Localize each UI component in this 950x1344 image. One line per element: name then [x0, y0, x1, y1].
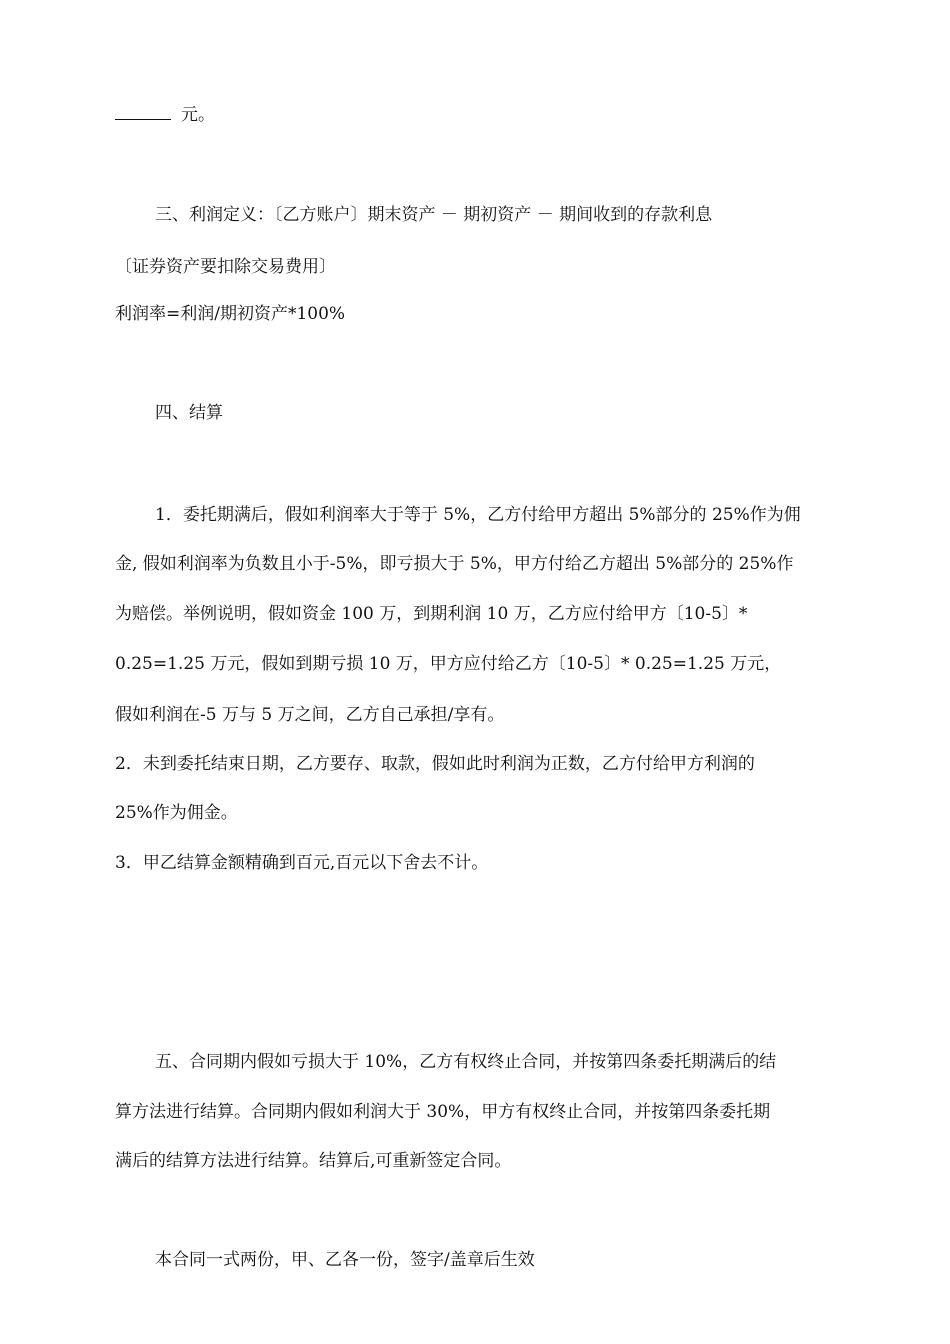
- section4-item1-line3: 为赔偿。举例说明，假如资金 100 万，到期利润 10 万，乙方应付给甲方〔10-5〕*: [115, 604, 748, 624]
- section5-line1: 五、合同期内假如亏损大于 10%，乙方有权终止合同，并按第四条委托期满后的结: [155, 1052, 777, 1072]
- section4-item1-line2: 金, 假如利润率为负数且小于-5%，即亏损大于 5%，甲方付给乙方超出 5%部分的 25%作: [115, 554, 794, 574]
- profit-rate-formula: 利润率=利润/期初资产*100%: [115, 304, 346, 324]
- section3-line1: 三、利润定义：〔乙方账户〕期末资产 － 期初资产 － 期间收到的存款利息: [155, 205, 713, 225]
- section4-item3: 3．甲乙结算金额精确到百元,百元以下舍去不计。: [115, 853, 489, 873]
- amount-blank: [115, 103, 171, 120]
- section3-line2: 〔证券资产要扣除交易费用〕: [115, 257, 336, 277]
- section5-line3: 满后的结算方法进行结算。结算后,可重新签定合同。: [115, 1151, 512, 1171]
- section4-item1-line4: 0.25=1.25 万元，假如到期亏损 10 万，甲方应付给乙方〔10-5〕* 0.25=1.25 万元，: [115, 654, 782, 674]
- section5-line2: 算方法进行结算。合同期内假如利润大于 30%，甲方有权终止合同，并按第四条委托期: [115, 1102, 771, 1122]
- section4-item1-line5: 假如利润在-5 万与 5 万之间，乙方自己承担/享有。: [115, 705, 505, 725]
- amount-suffix: 元。: [181, 105, 215, 125]
- section4-item2-line1: 2．未到委托结束日期，乙方要存、取款，假如此时利润为正数，乙方付给甲方利润的: [115, 754, 755, 774]
- closing-statement: 本合同一式两份，甲、乙各一份，签字/盖章后生效: [155, 1250, 535, 1270]
- section4-item2-line2: 25%作为佣金。: [115, 803, 238, 823]
- section4-item1-line1: 1．委托期满后，假如利润率大于等于 5%，乙方付给甲方超出 5%部分的 25%作为佣: [155, 505, 801, 525]
- amount-line: [115, 103, 215, 127]
- section4-heading: 四、结算: [155, 403, 223, 423]
